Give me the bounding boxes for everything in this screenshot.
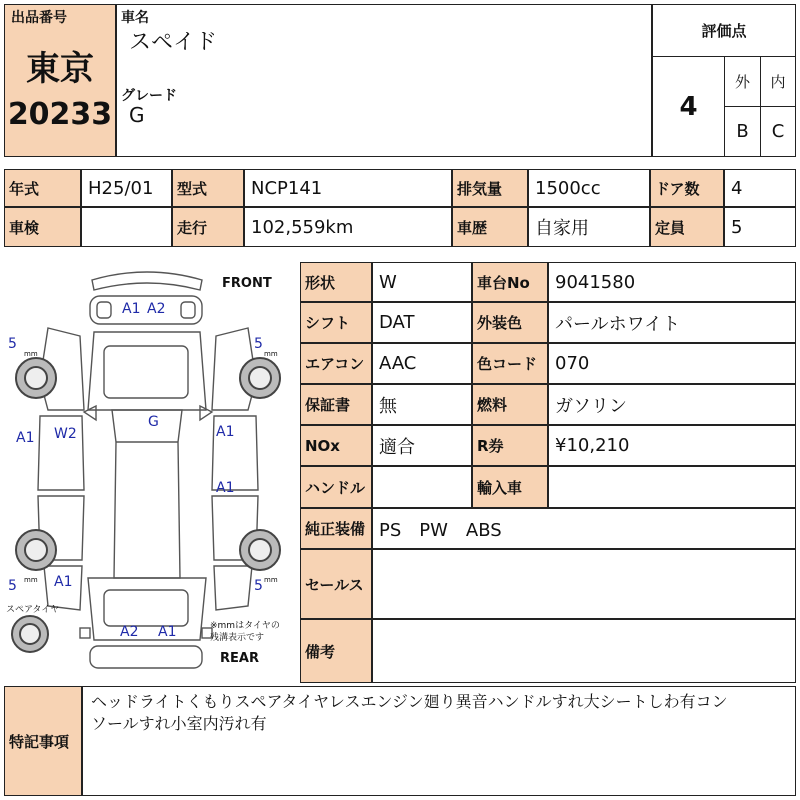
mark-left-door-w2: W2 bbox=[54, 426, 77, 442]
front-bumper-shape bbox=[92, 272, 202, 290]
tread-unit-rl: mm bbox=[24, 576, 38, 584]
warranty-label: 保証書 bbox=[300, 384, 372, 425]
color-label: 外装色 bbox=[472, 302, 548, 343]
lot-box bbox=[4, 4, 116, 157]
fuel-value: ガソリン bbox=[548, 384, 796, 425]
venue: 東京 bbox=[26, 49, 94, 89]
handle-value bbox=[372, 466, 472, 508]
nox-value: 適合 bbox=[372, 425, 472, 466]
car-name: スペイド bbox=[129, 30, 218, 55]
right-rear-quarter-shape bbox=[214, 566, 252, 610]
sales-value bbox=[372, 549, 796, 619]
windshield-shape bbox=[104, 346, 188, 398]
nox-label: NOx bbox=[300, 425, 372, 466]
import-value bbox=[548, 466, 796, 508]
notes-box bbox=[82, 686, 796, 796]
history-value: 自家用 bbox=[528, 207, 650, 247]
tread-unit-fl: mm bbox=[24, 350, 38, 358]
chassis-label: 車台No bbox=[472, 262, 548, 302]
equipment-value: PS PW ABS bbox=[372, 508, 796, 549]
notes-label: 特記事項 bbox=[4, 686, 82, 796]
grade: G bbox=[129, 103, 145, 127]
handle-label: ハンドル bbox=[300, 466, 372, 508]
history-label: 車歴 bbox=[452, 207, 528, 247]
interior-label: 内 bbox=[761, 57, 795, 107]
displacement-label: 排気量 bbox=[452, 169, 528, 207]
exterior-label: 外 bbox=[725, 57, 761, 107]
exterior-score: B bbox=[725, 107, 761, 156]
tread-note-line2: 残溝表示です bbox=[210, 633, 265, 643]
sales-label: セールス bbox=[300, 549, 372, 619]
mark-left-fender: A1 bbox=[16, 430, 35, 446]
mark-right-front-door: A1 bbox=[216, 424, 235, 440]
mark-right-rear-door: A1 bbox=[216, 480, 235, 496]
capacity-label: 定員 bbox=[650, 207, 724, 247]
import-label: 輸入車 bbox=[472, 466, 548, 508]
tread-unit-rr: mm bbox=[264, 576, 278, 584]
recycle-label: R券 bbox=[472, 425, 548, 466]
mark-front-bumper-a2: A2 bbox=[147, 301, 166, 317]
tread-note-line1: ※mmはタイヤの bbox=[210, 621, 280, 631]
mark-tire-rr: 5 bbox=[254, 578, 263, 594]
interior-score: C bbox=[771, 121, 785, 142]
notes-line-1: ヘッドライトくもりスペアタイヤレスエンジン廻り異音ハンドルすれ大シートしわ有コン bbox=[91, 692, 728, 711]
front-grille-shape bbox=[90, 296, 202, 324]
grade-label: グレード bbox=[121, 88, 177, 104]
remarks-value bbox=[372, 619, 796, 683]
capacity-value: 5 bbox=[724, 207, 796, 247]
remarks-label: 備考 bbox=[300, 619, 372, 683]
shape-value: W bbox=[372, 262, 472, 302]
shift-value: DAT bbox=[372, 302, 472, 343]
lot-number: 20233 bbox=[7, 97, 113, 132]
overall-score: 4 bbox=[653, 57, 725, 156]
chassis-value: 9041580 bbox=[548, 262, 796, 302]
score-label: 評価点 bbox=[653, 5, 795, 57]
recycle-value: ¥10,210 bbox=[548, 425, 796, 466]
inspection-label: 車検 bbox=[4, 207, 81, 247]
rear-caption: REAR bbox=[220, 651, 259, 666]
year-value: H25/01 bbox=[81, 169, 172, 207]
color-code-value: 070 bbox=[548, 343, 796, 384]
mileage-value: 102,559km bbox=[244, 207, 452, 247]
lot-label: 出品番号 bbox=[11, 10, 67, 26]
mark-front-bumper-a1: A1 bbox=[122, 301, 141, 317]
mark-left-rear-quarter: A1 bbox=[54, 574, 73, 590]
aircon-label: エアコン bbox=[300, 343, 372, 384]
tread-unit-fr: mm bbox=[264, 350, 278, 358]
fuel-label: 燃料 bbox=[472, 384, 548, 425]
mark-tire-rl: 5 bbox=[8, 578, 17, 594]
color-value: パールホワイト bbox=[548, 302, 796, 343]
roof-shape bbox=[112, 410, 182, 578]
year-label: 年式 bbox=[4, 169, 81, 207]
inspection-value bbox=[81, 207, 172, 247]
shift-label: シフト bbox=[300, 302, 372, 343]
mark-rear-bumper-a2: A2 bbox=[120, 624, 139, 640]
model-label: 型式 bbox=[172, 169, 244, 207]
mark-tire-fr: 5 bbox=[254, 336, 263, 352]
warranty-value: 無 bbox=[372, 384, 472, 425]
doors-label: ドア数 bbox=[650, 169, 724, 207]
front-caption: FRONT bbox=[222, 276, 272, 291]
car-name-box bbox=[116, 4, 652, 157]
damage-diagram bbox=[4, 260, 296, 678]
shape-label: 形状 bbox=[300, 262, 372, 302]
model-value: NCP141 bbox=[244, 169, 452, 207]
car-name-label: 車名 bbox=[121, 10, 149, 26]
rear-window-shape bbox=[104, 590, 188, 626]
mark-rear-bumper-a1: A1 bbox=[158, 624, 177, 640]
aircon-value: AAC bbox=[372, 343, 472, 384]
doors-value: 4 bbox=[724, 169, 796, 207]
spare-tire-caption: スペアタイヤ bbox=[6, 605, 60, 615]
mileage-label: 走行 bbox=[172, 207, 244, 247]
color-code-label: 色コード bbox=[472, 343, 548, 384]
notes-line-2: ソールすれ小室内汚れ有 bbox=[91, 714, 267, 733]
displacement-value: 1500cc bbox=[528, 169, 650, 207]
rear-bumper-shape bbox=[90, 646, 202, 668]
mark-tire-fl: 5 bbox=[8, 336, 17, 352]
mark-roof: G bbox=[148, 414, 159, 430]
equipment-label: 純正装備 bbox=[300, 508, 372, 549]
score-box bbox=[652, 4, 796, 157]
